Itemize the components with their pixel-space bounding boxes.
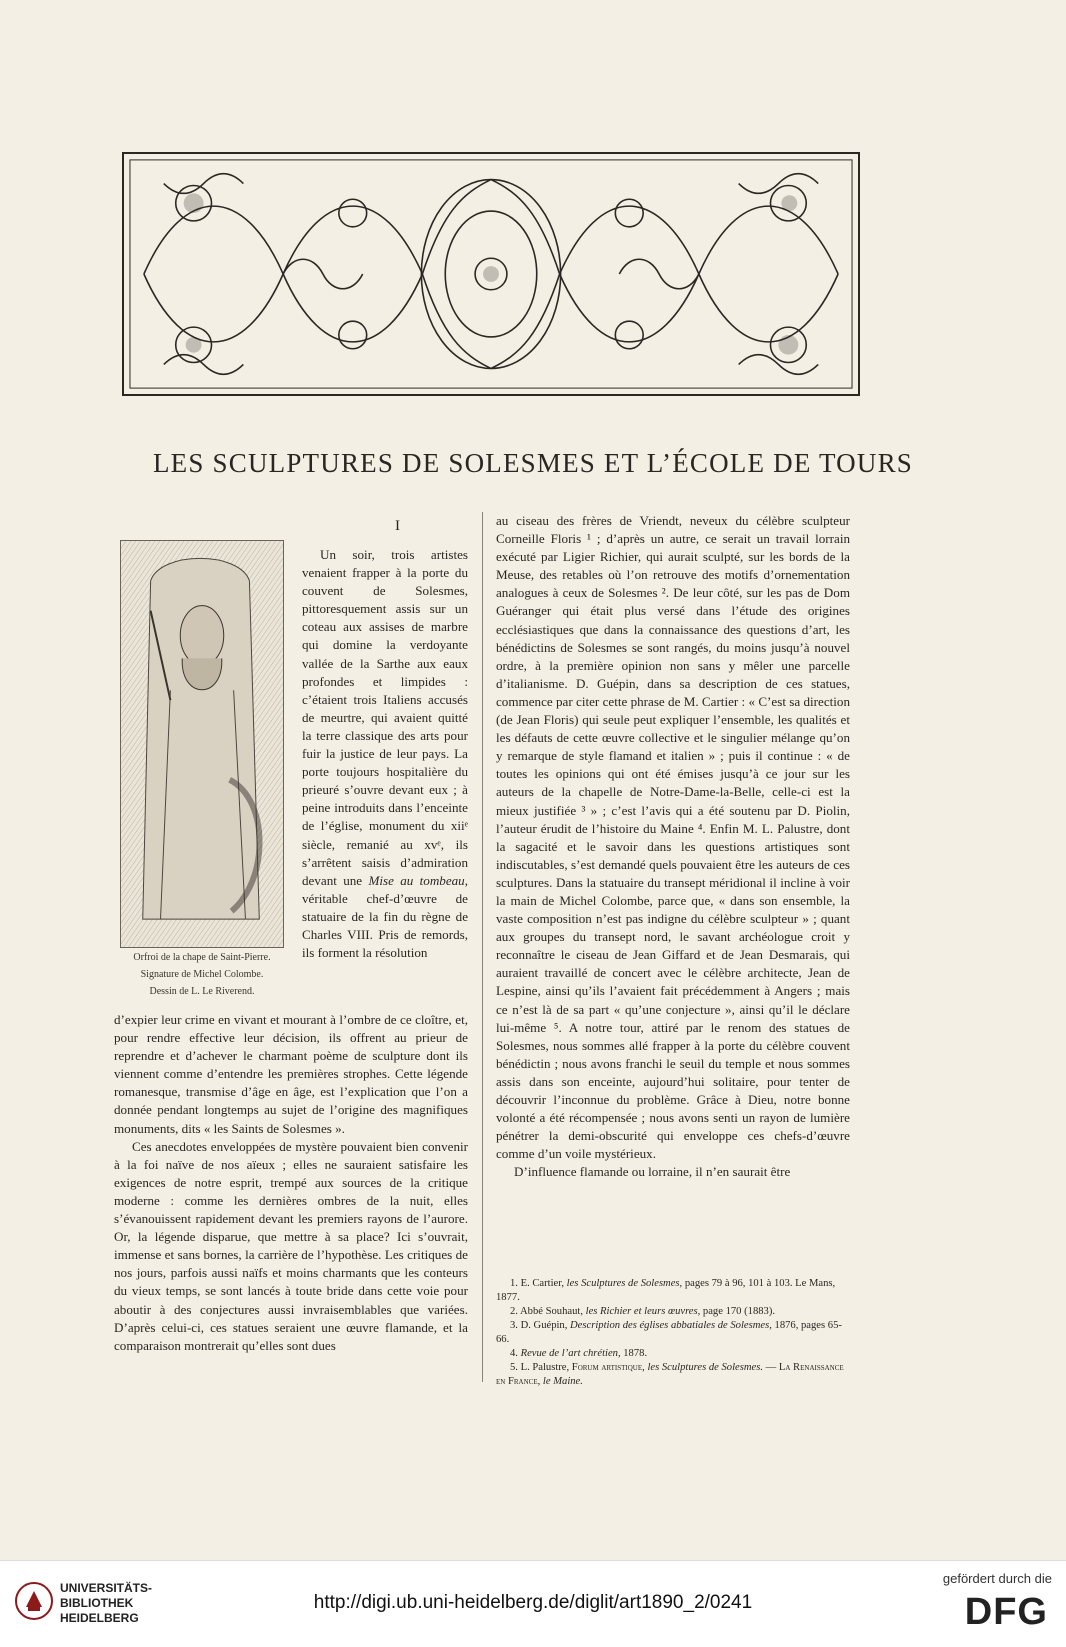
footnote [496,1305,850,1319]
footnote-text: 4. [510,1348,521,1359]
footnote-text: 2. Abbé Souhaut, [510,1306,586,1317]
footnote-text: 5. L. Palustre, [510,1362,572,1373]
footnote-italic: le Maine. [540,1376,583,1387]
institution-line: BIBLIOTHEK [60,1596,134,1610]
footnote-text: pages 79 à 96, 101 à 103. Le Mans, 1877. [496,1278,836,1303]
paragraph: D’influence flamande ou lorraine, il n’en saurait être [514,1164,791,1180]
footnote-italic: Description des églises abbatiales de Solesmes, [570,1320,772,1331]
caption-line: Dessin de L. Le Riverend. [149,986,255,997]
italic-title: Mise au tombeau [368,872,465,888]
engraving-figure [120,540,284,948]
footnotes [496,1277,850,1389]
footnote-italic: les Richier et leurs œuvres, [585,1306,701,1317]
institution-line: HEIDELBERG [60,1611,139,1625]
footnote-text: page 170 (1883). [700,1306,776,1317]
caption-line: Signature de Michel Colombe. [140,969,264,980]
paragraph: Ces anecdotes enveloppées de mystère pouvaient bien convenir à la foi naïve de nos aïeux ; elles ne sauraient satisfaire les exigences de notre esprit, trempé aux sources de la critique moderne : comme les dernières ombres de la nuit, elles s’évanouissent rapidement devant les premiers rayons de l’aurore. Or, la légende disparue, que mettre à sa place? Ici s’ouvrait, immense et sans bornes, la carrière de l’hypothèse. Les critiques de nos jours, parfois aussi naïfs et moins charmants que les conteurs du vieux temps, se sont lancés à toute bride dans cette voie pour aboutir à des conjectures aussi invraisemblables que variées. D’après celui-ci, ces statues seraient une œuvre flamande, et la comparaison montrerait qu’elles sont dues [114,1138,468,1353]
ornament-illustration [124,154,858,394]
footnote-italic: les Sculptures de Solesmes, [566,1278,683,1289]
text-run: , véritable chef-d’œuvre de statuaire de la fin du règne de Charles VIII. Pris de remords, ils forment la résolution [302,872,469,961]
footnote-italic: Revue de l’art chrétien, [520,1348,621,1359]
footnote-text: 1. E. Cartier, [510,1278,567,1289]
paragraph: d’expier leur crime en vivant et mourant à l’ombre de ce cloître, et, pour rendre effective leur décision, ils offrent au prieur de reprendre et d’achever le charmant poème de sculpture dont ils viennent comme d’entendre les premières strophes. Cette légende romanesque, transmise d’âge en âge, est l’explication que l’on a donnée pendant longtemps au sujet de l’origine des magnifiques monuments, dits « les Saints de Solesmes ». [114,1012,468,1136]
left-column-upper-text [302,546,468,962]
footnote-smallcaps: Forum artistique, [571,1362,645,1373]
footnote [496,1347,850,1361]
footnote [496,1361,850,1389]
right-column-text [496,512,850,1181]
institution-line: UNIVERSITÄTS- [60,1581,153,1595]
dfg-logo[interactable]: DFG [964,1591,1048,1633]
footnote [496,1319,850,1347]
permalink-url[interactable]: http://digi.ub.uni-heidelberg.de/diglit/art1890_2/0241 [313,1592,753,1613]
footnote-text: 1878. [620,1348,648,1359]
saint-engraving-illustration [121,541,283,947]
article-title: LES SCULPTURES DE SOLESMES ET L’ÉCOLE DE TOURS [152,448,914,478]
text-run: Un soir, trois artistes venaient frapper à la porte du couvent de Solesmes, pittoresquement assis sur un coteau aux assises de marbre qui domine la verdoyante vallée de la Sarthe aux eaux profondes et limpides : c’étaient trois Italiens accusés de meurtre, qui avaient quitté la terre classique des arts pour fuir la justice de leur pays. La porte toujours hospitalière du prieuré s’ouvre devant eux ; à peine introduits dans l’enceinte de l’église, monument du xiiᵉ siècle, remanié au xvᵉ, ils s’arrêtent saisis d’admiration devant une [302,547,468,888]
paragraph: au ciseau des frères de Vriendt, neveux du célèbre sculpteur Corneille Floris ¹ ; d’après un autre, ce serait un travail lorrain exécuté par Ligier Richier, qui aurait sculpté, sur les bords de la Meuse, des retables où l’on retrouve des motifs d’ornementation analogues à ceux de Solesmes ². De leur côté, sur les pas de Dom Guéranger qui était plus versé dans l’étude des origines ecclésiastiques que dans la connaissance des questions d’art, les bénédictins de Solesmes se sont rangés, du moins jusqu’à nouvel ordre, à la première opinion non sans y mêler une parcelle d’italianisme. D. Guépin, dans sa description de ces statues, commence par citer cette phrase de M. Cartier : « C’est sa direction (de Jean Floris) qui seule peut expliquer l’ensemble, les qualités et les défauts de cette œuvre collective et le singulier mélange qu’on y remarque de style flamand et italien » ; puis il continue : « de toutes les opinions qui ont été émises jusqu’à ce jour sur les auteurs de la chapelle de Notre-Dame-la-Belle, celle-ci est la mieux justifiée ³ » ; c’est l’avis qui a été soutenu par D. Piolin, l’auteur érudit de l’histoire du Maine ⁴. Enfin M. L. Palustre, dont la sagacité et le savoir dans les questions artistiques sont indiscutables, s’est demandé quels pouvaient être les auteurs de ces sculptures. Dans la statuaire du transept méridional il incline à voir la main de Michel Colombe, parce que, « dans son ensemble, la vaste composition n’est pas indigne du célèbre sculpteur » ; quant aux groupes du transept nord, le savant archéologue croit y reconnaître le ciseau de Jean Giffard et de Jean Desmarais, qui auraient travaillé de concert avec le célèbre architecte, Jean de Lespine, ainsi qu’ils l’avaient fait précédemment à Angers ; mais ce n’est là de sa part « qu’une conjecture », ainsi qu’il le déclare lui-même ⁵. A notre tour, attiré par le renom des statues de Solesmes, nous sommes allé frapper à la porte du célèbre couvent bénédictin ; nous avons franchi le seuil du temple et nous sommes assis dans son enceinte, aujourd’hui solitaire, pour tenter de découvrir l’inconnue du problème. Grâce à Dieu, notre bonne volonté a été récompensée ; nous avons senti un rayon de lumière pénétrer la demi-obscurité qui enveloppe ces chefs-d’œuvre comme d’un voile mystérieux. [496,513,850,1162]
footnote-smallcaps: La Renaissance en France, [496,1362,844,1387]
figure-caption [116,949,288,1000]
paragraph [302,546,468,962]
footnote-text: — [762,1362,779,1373]
footnote [496,1277,850,1305]
viewer-footer-bar [0,1560,1066,1647]
sponsor-label: gefördert durch die [942,1571,1052,1586]
column-divider [482,512,483,1382]
ornamental-header-band [122,152,860,396]
footnote-text: 3. D. Guépin, [510,1320,571,1331]
footnote-text: 1876, pages 65-66. [496,1320,842,1345]
caption-line: Orfroi de la chape de Saint-Pierre. [133,952,271,963]
left-column-lower-text [114,1011,468,1355]
footnote-italic: les Sculptures de Solesmes. [644,1362,763,1373]
section-number: I [395,518,400,534]
